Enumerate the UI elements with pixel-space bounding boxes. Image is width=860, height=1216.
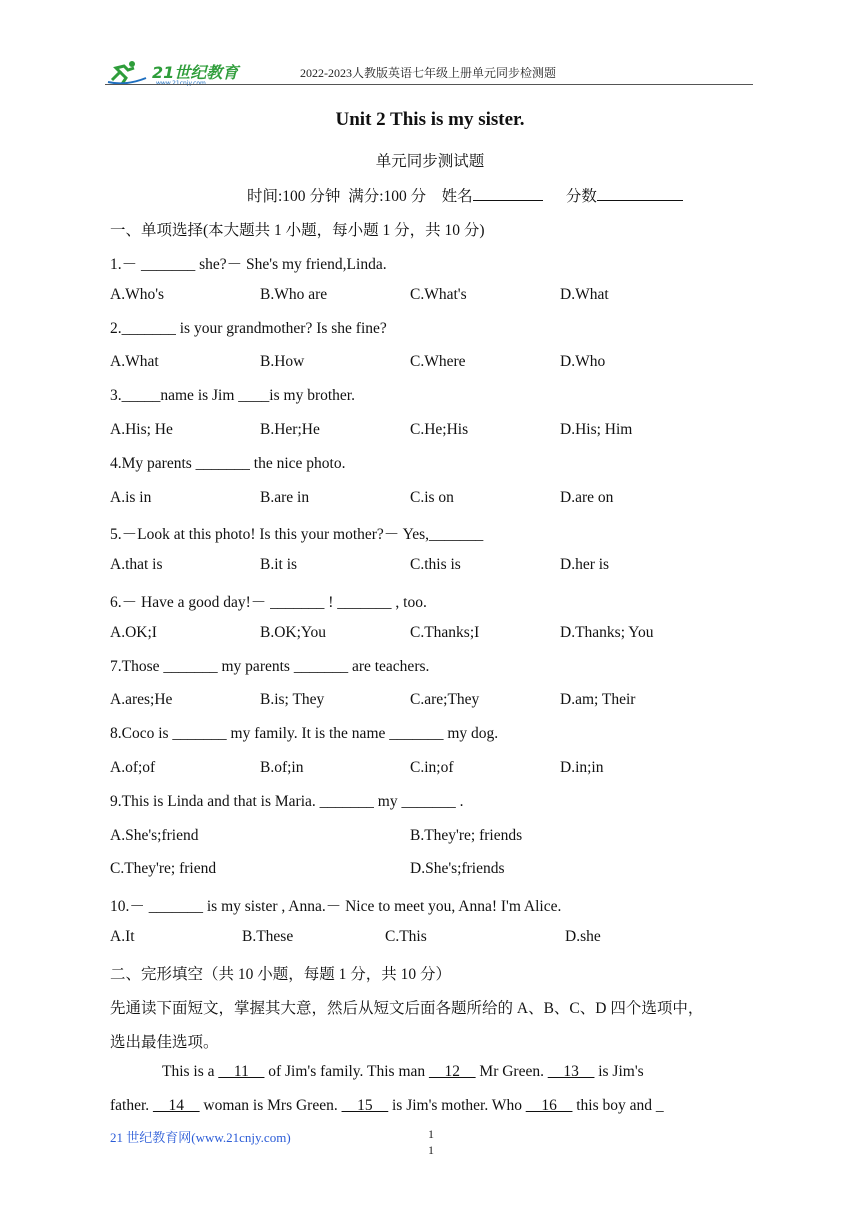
option-c[interactable]: C.This [385, 928, 427, 945]
option-c[interactable]: C.Where [410, 353, 466, 371]
option-c[interactable]: C.What's [410, 285, 467, 303]
option-d[interactable]: D.are on [560, 488, 614, 506]
question-text: 3._____name is Jim ____is my brother. [110, 387, 355, 405]
option-d[interactable]: D.His; Him [560, 421, 633, 438]
section1-heading: 一、单项选择(本大题共 1 小题，每小题 1 分，共 10 分) [110, 222, 485, 239]
logo-runner-icon [106, 60, 266, 86]
blank-11[interactable]: __11__ [218, 1063, 265, 1080]
question-text: 9.This is Linda and that is Maria. _______ my _______ . [110, 792, 464, 810]
passage-text: This is a [162, 1063, 219, 1080]
question-text: 1.－ _______ she?－ She's my friend,Linda. [110, 256, 387, 273]
option-b[interactable]: B.Her;He [260, 421, 320, 438]
footer-site[interactable]: 21 世纪教育网(www.21cnjy.com) [110, 1130, 291, 1145]
option-c[interactable]: C.is on [410, 488, 454, 506]
passage-text: Mr Green. [475, 1063, 548, 1080]
header-divider [105, 84, 753, 85]
question-text: 2._______ is your grandmother? Is she fine? [110, 319, 387, 337]
option-c[interactable]: C.They're; friend [110, 860, 217, 878]
section2-instruction-1: 先通读下面短文，掌握其大意，然后从短文后面各题所给的 A、B、C、D 四个选项中， [110, 1000, 704, 1017]
passage-line-1 [162, 1063, 644, 1081]
document-subtitle: 单元同步测试题 [375, 153, 485, 170]
option-d[interactable]: D.she [565, 928, 601, 945]
option-a[interactable]: A.is in [110, 488, 152, 506]
header-title: 2022-2023人教版英语七年级上册单元同步检测题 [300, 66, 556, 80]
option-b[interactable]: B.How [260, 353, 305, 371]
option-b[interactable]: B.These [242, 928, 294, 945]
info-points-label: 分数 [565, 188, 597, 205]
option-b[interactable]: B.it is [260, 556, 298, 574]
option-a[interactable]: A.ares;He [110, 691, 173, 709]
option-d[interactable]: D.in;in [560, 759, 604, 776]
footer-page-number-2: 1 [428, 1143, 434, 1157]
option-d[interactable]: D.What [560, 285, 609, 303]
passage-text: woman is Mrs Green. [199, 1097, 342, 1114]
info-name-label: 姓名 [441, 188, 473, 205]
blank-13[interactable]: __13__ [547, 1063, 595, 1080]
option-a[interactable]: A.His; He [110, 421, 173, 438]
logo [106, 60, 266, 86]
passage-line-2 [110, 1097, 664, 1115]
option-b[interactable]: B.OK;You [260, 623, 327, 641]
blank-12[interactable]: __12__ [429, 1063, 476, 1080]
question-text: 6.－ Have a good day!－ _______ ! _______ , too. [110, 594, 427, 611]
logo-text: 21世纪教育 [152, 63, 239, 82]
question-text: 10.－ _______ is my sister , Anna.－ Nice to meet you, Anna! I'm Alice. [110, 898, 562, 916]
question-text: 7.Those _______ my parents _______ are teachers. [110, 657, 430, 675]
passage-text: father. [110, 1097, 154, 1114]
option-a[interactable]: A.of;of [110, 759, 156, 776]
question-text: 8.Coco is _______ my family. It is the name _______ my dog. [110, 725, 499, 743]
option-b[interactable]: B.is; They [260, 691, 325, 709]
passage-text: is Jim's [594, 1063, 644, 1080]
option-a[interactable]: A.She's;friend [110, 826, 199, 844]
info-time: 时间:100 分钟 [247, 188, 341, 205]
question-text: 5.－Look at this photo! Is this your mother?－ Yes,_______ [110, 526, 484, 544]
option-a[interactable]: A.It [110, 928, 135, 945]
option-d[interactable]: D.Who [560, 353, 606, 371]
footer-page-number: 1 [428, 1127, 434, 1141]
option-c[interactable]: C.are;They [410, 691, 480, 709]
option-d[interactable]: D.She's;friends [410, 860, 505, 878]
document-title: Unit 2 This is my sister. [335, 109, 525, 130]
question-text: 4.My parents _______ the nice photo. [110, 454, 346, 472]
passage-text: is Jim's mother. Who [388, 1097, 526, 1114]
option-a[interactable]: A.What [110, 353, 159, 371]
option-d[interactable]: D.am; Their [560, 691, 636, 709]
option-a[interactable]: A.Who's [110, 285, 165, 303]
name-blank[interactable] [473, 186, 543, 201]
option-d[interactable]: D.her is [560, 556, 610, 574]
section2-instruction-2: 选出最佳选项。 [110, 1034, 219, 1051]
info-score: 满分:100 分 [348, 188, 427, 205]
option-c[interactable]: C.Thanks;I [410, 623, 480, 641]
blank-15[interactable]: __15__ [341, 1097, 389, 1114]
blank-14[interactable]: __14__ [153, 1097, 200, 1114]
option-c[interactable]: C.He;His [410, 421, 469, 438]
info-line [247, 184, 683, 206]
option-b[interactable]: B.are in [260, 488, 310, 506]
section2-heading: 二、完形填空（共 10 小题，每题 1 分，共 10 分） [110, 966, 452, 983]
option-d[interactable]: D.Thanks; You [560, 623, 654, 641]
option-b[interactable]: B.of;in [260, 759, 304, 776]
option-b[interactable]: B.Who are [260, 285, 328, 303]
blank-16[interactable]: __16__ [525, 1097, 573, 1114]
logo-url: www.21cnjy.com [156, 80, 206, 86]
option-b[interactable]: B.They're; friends [410, 826, 523, 844]
points-blank[interactable] [597, 186, 683, 201]
option-c[interactable]: C.in;of [410, 759, 454, 776]
option-c[interactable]: C.this is [410, 556, 461, 574]
passage-text: of Jim's family. This man [264, 1063, 430, 1080]
option-a[interactable]: A.OK;I [110, 623, 157, 641]
option-a[interactable]: A.that is [110, 556, 163, 574]
passage-text: this boy and _ [572, 1097, 664, 1114]
